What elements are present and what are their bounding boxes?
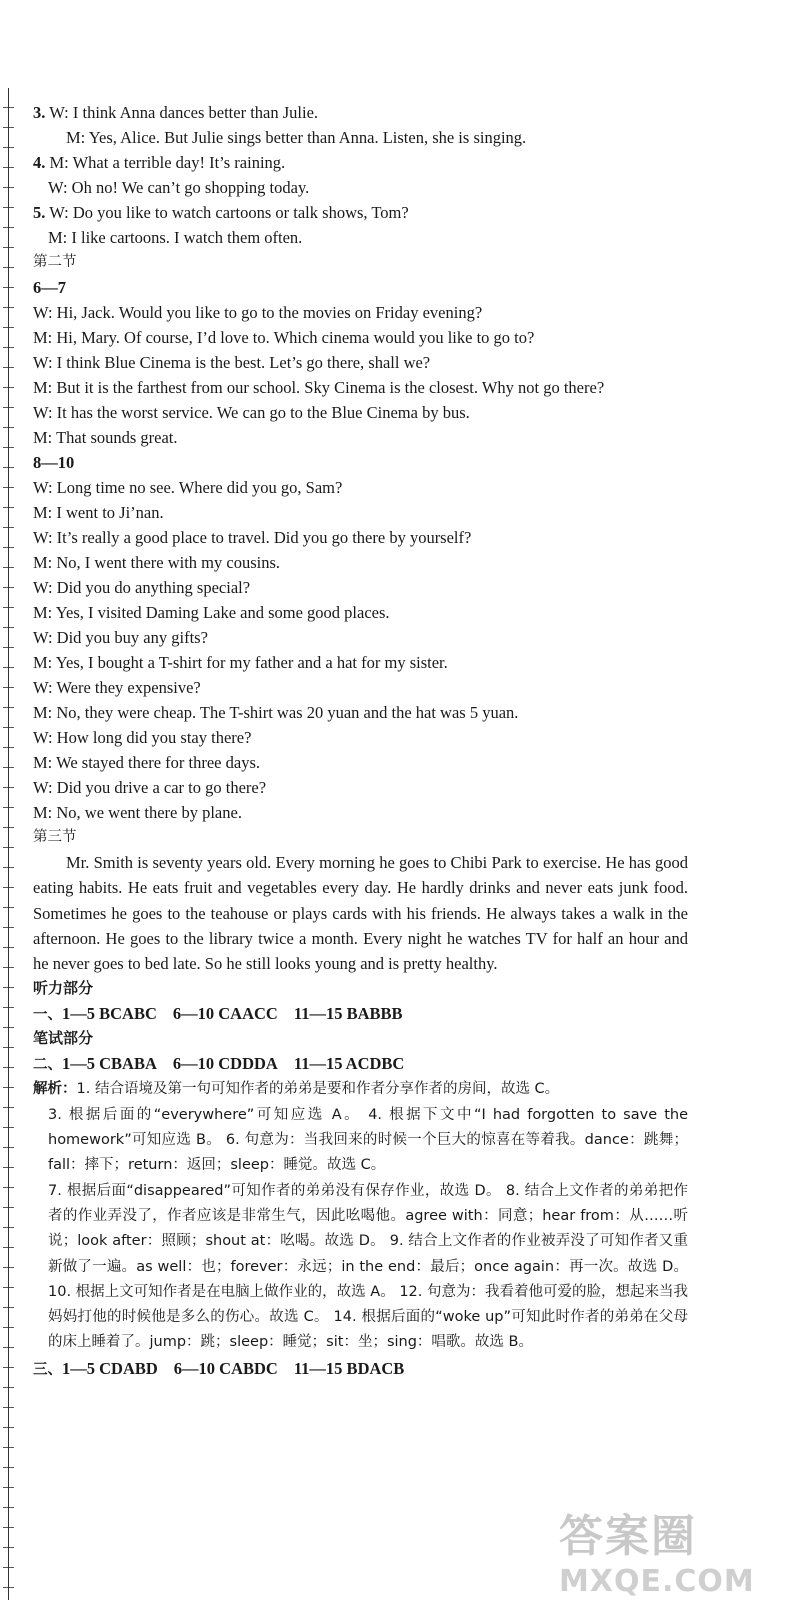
dialogue-line: M: No, we went there by plane. xyxy=(33,803,242,822)
dialogue-line: M: But it is the farthest from our school. Sky Cinema is the closest. Why not go there? xyxy=(33,378,605,397)
answer-group: 6—10 CDDDA xyxy=(172,1054,278,1074)
dialogue-line: M: What a terrible day! It’s raining. xyxy=(49,153,286,172)
writing-answers xyxy=(33,1051,688,1076)
solution-text: 1. 结合语境及第一句可知作者的弟弟是要和作者分享作者的房间，故选 C。 xyxy=(76,1081,560,1098)
dialogue-line: W: Hi, Jack. Would you like to go to the movies on Friday evening? xyxy=(33,303,483,322)
solution-block xyxy=(33,1076,688,1355)
dialogue-line: M: No, they were cheap. The T-shirt was 20 yuan and the hat was 5 yuan. xyxy=(33,703,519,722)
dialogue-4 xyxy=(33,150,688,200)
item-number: 4. xyxy=(33,153,46,172)
solution-text: 3. 根据后面的“everywhere”可知应选 A。 4. 根据下文中“I had forgotten to save the homework”可知应选 B。 6. 句意为：当我回来的时候一个巨大的惊喜在等着我。dance：跳舞；fall：摔下；return：返回；sleep：睡觉。故选 C。 xyxy=(48,1106,688,1174)
dialogue-line: W: I think Blue Cinema is the best. Let’s go there, shall we? xyxy=(33,353,431,372)
dialogue-label: 6—7 xyxy=(33,278,66,297)
answer-group: 1—5 BCABC xyxy=(62,1004,157,1024)
dialogue-line: W: I think Anna dances better than Julie. xyxy=(49,103,319,122)
reading-answers xyxy=(33,1356,688,1381)
dialogue-line: W: Did you drive a car to go there? xyxy=(33,778,267,797)
dialogue-5 xyxy=(33,200,688,250)
watermark-url: MXQE.COM xyxy=(559,1564,755,1599)
part-number: 二、 xyxy=(33,1057,62,1074)
answer-group: 11—15 ACDBC xyxy=(293,1054,405,1074)
dialogue-line: W: Did you buy any gifts? xyxy=(33,628,208,647)
binding-margin xyxy=(0,88,18,1600)
writing-heading: 笔试部分 xyxy=(33,1029,94,1048)
answer-group: 1—5 CBABA xyxy=(62,1054,157,1074)
dialogue-line: W: Did you do anything special? xyxy=(33,578,251,597)
section-title: 第三节 xyxy=(33,829,77,845)
listening-heading: 听力部分 xyxy=(33,979,94,998)
dialogue-line: M: Yes, I visited Daming Lake and some good places. xyxy=(33,603,390,622)
dialogue-line: W: It has the worst service. We can go to the Blue Cinema by bus. xyxy=(33,403,470,422)
answer-page xyxy=(33,100,688,1381)
part-number: 三、 xyxy=(33,1361,62,1378)
listening-passage: Mr. Smith is seventy years old. Every morning he goes to Chibi Park to exercise. He has good eating habits. He eats fruit and vegetables every day. He hardly drinks and never eats junk food. Sometimes he goes to the teahouse or plays cards with his friends. He always takes a walk in the afternoon. He goes to the library twice a month. Every night he watches TV for half an hour and he never goes to bed late. So he still looks young and is pretty healthy. xyxy=(33,853,688,974)
dialogue-line: W: Oh no! We can’t go shopping today. xyxy=(48,178,310,197)
dialogue-line: W: How long did you stay there? xyxy=(33,728,252,747)
listening-answers xyxy=(33,1001,688,1026)
part-number: 一、 xyxy=(33,1007,62,1024)
solution-label: 解析： xyxy=(33,1081,77,1098)
watermark-logo: 答案圈 xyxy=(559,1511,697,1562)
dialogue-label: 8—10 xyxy=(33,453,75,472)
solution-text: 7. 根据后面“disappeared”可知作者的弟弟没有保存作业，故选 D。 8. 结合上文作者的弟弟把作者的作业弄没了，作者应该是非常生气，因此吆喝他。agree with：同意；hear from：从……听说；look after：照顾；shout at：吆喝。故选 D。 9. 结合上文作者的作业被弄没了可知作者又重新做了一遍。as well：也；forever：永远；in the end：最后；once again：再一次。故选 D。 10. 根据上文可知作者是在电脑上做作业的，故选 A。 12. 句意为：我看着他可爱的脸，想起来当我妈妈打他的时候他是多么的伤心。故选 C。 14. 根据后面的“woke up”可知此时作者的弟弟在父母的床上睡着了。jump：跳；sleep：睡觉；sit：坐；sing：唱歌。故选 B。 xyxy=(48,1182,688,1351)
answer-group: 6—10 CABDC xyxy=(173,1358,278,1378)
dialogue-line: W: It’s really a good place to travel. Did you go there by yourself? xyxy=(33,528,472,547)
dialogue-line: M: Yes, Alice. But Julie sings better than Anna. Listen, she is singing. xyxy=(66,128,527,147)
site-watermark xyxy=(559,1500,769,1599)
item-number: 3. xyxy=(33,103,46,122)
dialogue-line: M: I like cartoons. I watch them often. xyxy=(48,228,303,247)
dialogue-3 xyxy=(33,100,688,150)
dialogue-line: M: No, I went there with my cousins. xyxy=(33,553,281,572)
dialogue-line: W: Were they expensive? xyxy=(33,678,201,697)
answer-group: 11—15 BDACB xyxy=(293,1358,405,1378)
answer-group: 11—15 BABBB xyxy=(293,1004,403,1024)
dialogue-line: W: Do you like to watch cartoons or talk shows, Tom? xyxy=(49,203,409,222)
answer-group: 6—10 CAACC xyxy=(172,1004,278,1024)
dialogue-line: W: Long time no see. Where did you go, Sam? xyxy=(33,478,343,497)
dialogue-line: M: Hi, Mary. Of course, I’d love to. Which cinema would you like to go to? xyxy=(33,328,535,347)
section-title: 第二节 xyxy=(33,254,77,270)
dialogue-line: M: I went to Ji’nan. xyxy=(33,503,164,522)
dialogue-line: M: That sounds great. xyxy=(33,428,178,447)
item-number: 5. xyxy=(33,203,46,222)
dialogue-line: M: Yes, I bought a T-shirt for my father and a hat for my sister. xyxy=(33,653,448,672)
answer-group: 1—5 CDABD xyxy=(62,1358,158,1378)
dialogue-line: M: We stayed there for three days. xyxy=(33,753,260,772)
